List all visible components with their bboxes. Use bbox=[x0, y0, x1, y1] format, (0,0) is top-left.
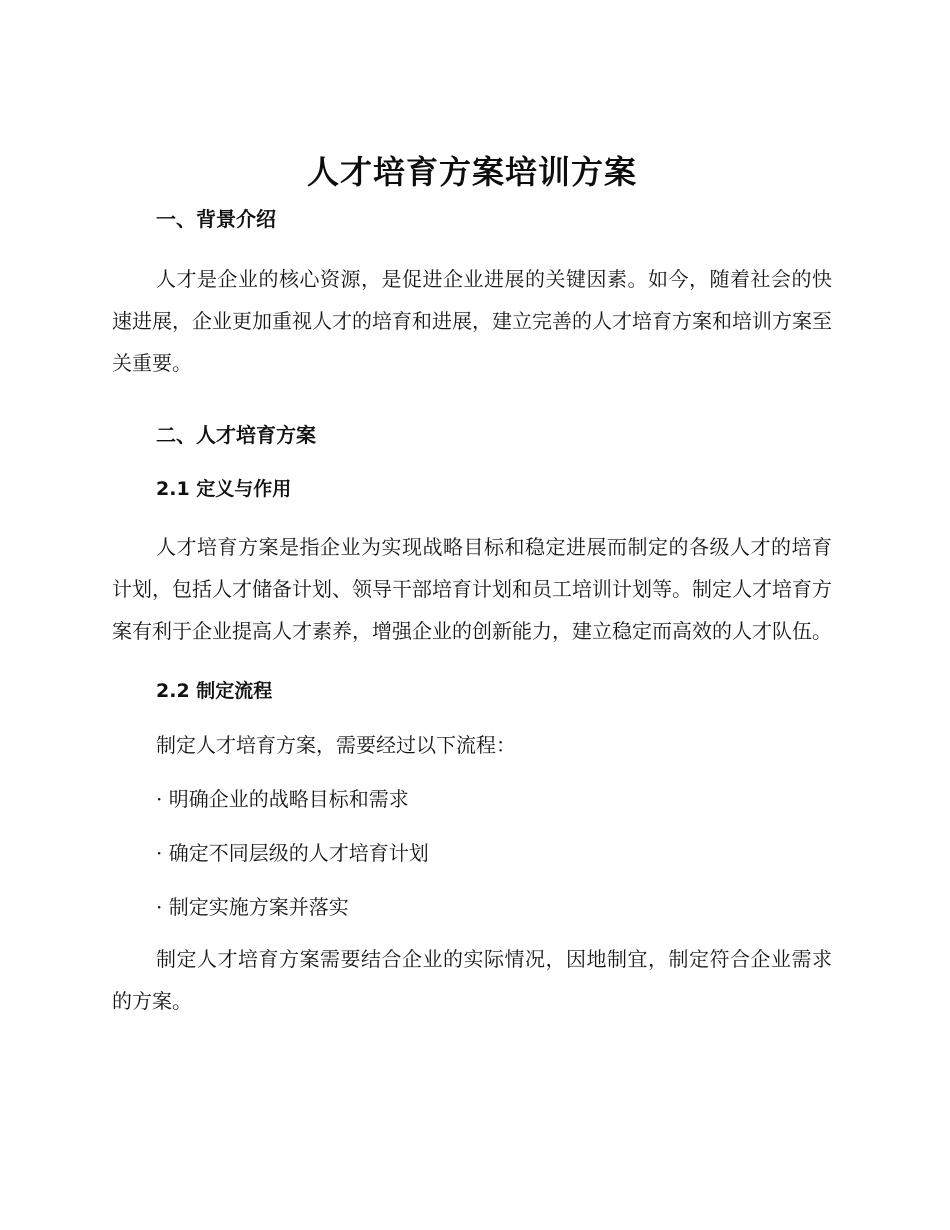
section-heading-background: 一、背景介绍 bbox=[156, 207, 276, 231]
paragraph-background: 人才是企业的核心资源，是促进企业进展的关键因素。如今，随着社会的快速进展，企业更加重视人才的培育和进展，建立完善的人才培育方案和培训方案至关重要。 bbox=[112, 267, 832, 375]
list-item: · 制定实施方案并落实 bbox=[156, 895, 349, 919]
section-heading-talent-plan: 二、人才培育方案 bbox=[156, 423, 316, 447]
paragraph-process-intro: 制定人才培育方案，需要经过以下流程： bbox=[156, 733, 516, 757]
document-title: 人才培育方案培训方案 bbox=[306, 153, 637, 191]
paragraph-definition: 人才培育方案是指企业为实现战略目标和稳定进展而制定的各级人才的培育计划，包括人才储备计划、领导干部培育计划和员工培训计划等。制定人才培育方案有利于企业提高人才素养，增强企业的创新能力，建立稳定而高效的人才队伍。 bbox=[112, 535, 832, 643]
paragraph-process-closing: 制定人才培育方案需要结合企业的实际情况，因地制宜，制定符合企业需求的方案。 bbox=[112, 947, 832, 1013]
subsection-heading-definition: 2.1 定义与作用 bbox=[156, 478, 292, 500]
list-item: · 明确企业的战略目标和需求 bbox=[156, 787, 409, 811]
subsection-heading-process: 2.2 制定流程 bbox=[156, 680, 273, 702]
document-body bbox=[112, 150, 832, 1022]
list-item: · 确定不同层级的人才培育计划 bbox=[156, 841, 429, 865]
